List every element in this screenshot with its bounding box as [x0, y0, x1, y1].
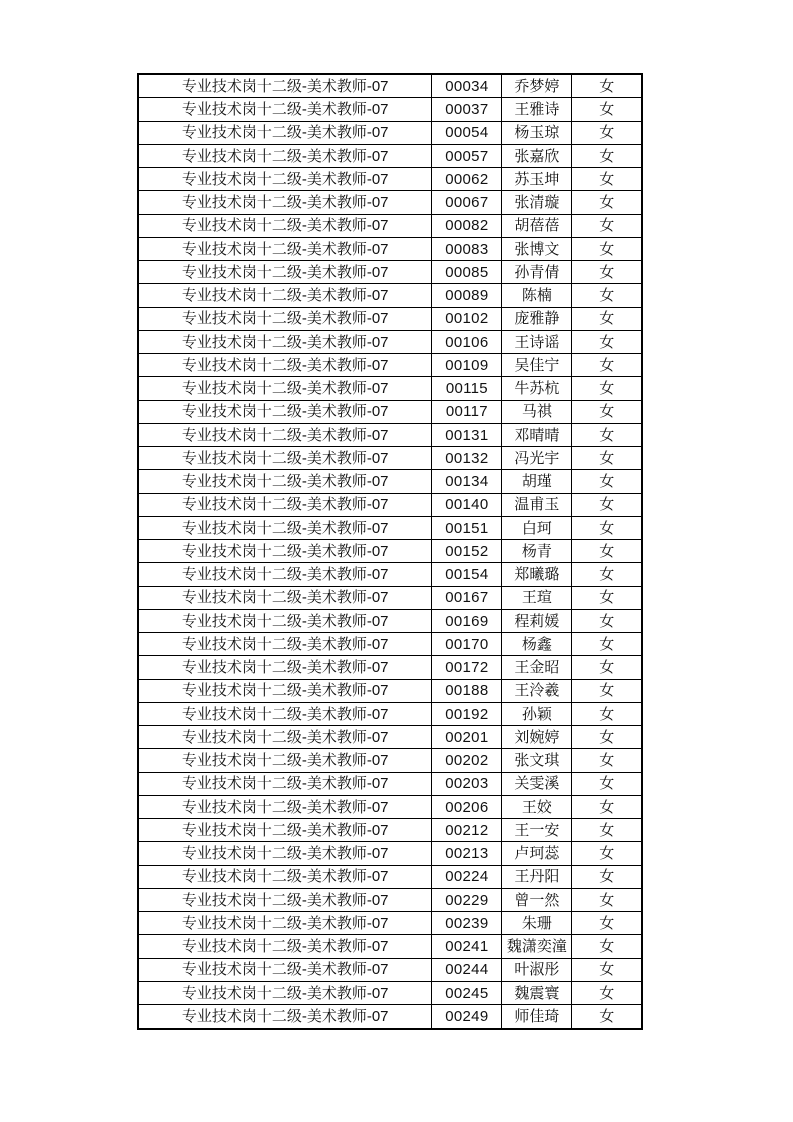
- cell-position: 专业技术岗十二级-美术教师-07: [138, 981, 432, 1004]
- table-row: [138, 912, 642, 935]
- cell-gender: 女: [572, 237, 642, 260]
- cell-gender: 女: [572, 912, 642, 935]
- cell-candidate-number: 00245: [432, 981, 502, 1004]
- cell-gender: 女: [572, 819, 642, 842]
- roster-table-body: [138, 74, 642, 1029]
- table-row: [138, 98, 642, 121]
- table-row: [138, 516, 642, 539]
- cell-candidate-name: 杨鑫: [502, 633, 572, 656]
- table-row: [138, 749, 642, 772]
- cell-candidate-number: 00213: [432, 842, 502, 865]
- cell-position: 专业技术岗十二级-美术教师-07: [138, 98, 432, 121]
- cell-candidate-number: 00082: [432, 214, 502, 237]
- cell-position: 专业技术岗十二级-美术教师-07: [138, 1005, 432, 1029]
- roster-table-container: [137, 73, 643, 1030]
- cell-candidate-name: 郑曦璐: [502, 563, 572, 586]
- cell-candidate-name: 师佳琦: [502, 1005, 572, 1029]
- cell-candidate-name: 吴佳宁: [502, 354, 572, 377]
- cell-gender: 女: [572, 563, 642, 586]
- cell-candidate-number: 00172: [432, 656, 502, 679]
- cell-position: 专业技术岗十二级-美术教师-07: [138, 144, 432, 167]
- cell-candidate-number: 00117: [432, 400, 502, 423]
- cell-candidate-number: 00085: [432, 261, 502, 284]
- cell-candidate-name: 刘婉婷: [502, 726, 572, 749]
- cell-gender: 女: [572, 586, 642, 609]
- cell-gender: 女: [572, 470, 642, 493]
- cell-position: 专业技术岗十二级-美术教师-07: [138, 958, 432, 981]
- cell-candidate-name: 张博文: [502, 237, 572, 260]
- cell-candidate-number: 00239: [432, 912, 502, 935]
- cell-candidate-name: 苏玉坤: [502, 168, 572, 191]
- cell-candidate-number: 00241: [432, 935, 502, 958]
- cell-gender: 女: [572, 981, 642, 1004]
- cell-candidate-name: 程莉媛: [502, 609, 572, 632]
- cell-gender: 女: [572, 633, 642, 656]
- cell-gender: 女: [572, 935, 642, 958]
- cell-candidate-name: 曾一然: [502, 888, 572, 911]
- cell-gender: 女: [572, 540, 642, 563]
- cell-position: 专业技术岗十二级-美术教师-07: [138, 447, 432, 470]
- cell-position: 专业技术岗十二级-美术教师-07: [138, 168, 432, 191]
- cell-gender: 女: [572, 609, 642, 632]
- cell-gender: 女: [572, 842, 642, 865]
- cell-candidate-name: 牛苏杭: [502, 377, 572, 400]
- cell-candidate-number: 00109: [432, 354, 502, 377]
- table-row: [138, 423, 642, 446]
- cell-candidate-number: 00102: [432, 307, 502, 330]
- cell-candidate-name: 叶淑彤: [502, 958, 572, 981]
- cell-gender: 女: [572, 261, 642, 284]
- table-row: [138, 284, 642, 307]
- cell-position: 专业技术岗十二级-美术教师-07: [138, 865, 432, 888]
- table-row: [138, 888, 642, 911]
- cell-position: 专业技术岗十二级-美术教师-07: [138, 586, 432, 609]
- cell-gender: 女: [572, 121, 642, 144]
- cell-position: 专业技术岗十二级-美术教师-07: [138, 772, 432, 795]
- cell-candidate-name: 朱珊: [502, 912, 572, 935]
- cell-position: 专业技术岗十二级-美术教师-07: [138, 261, 432, 284]
- table-row: [138, 168, 642, 191]
- cell-candidate-number: 00167: [432, 586, 502, 609]
- cell-candidate-name: 杨玉琼: [502, 121, 572, 144]
- cell-gender: 女: [572, 656, 642, 679]
- table-row: [138, 656, 642, 679]
- cell-candidate-number: 00152: [432, 540, 502, 563]
- cell-position: 专业技术岗十二级-美术教师-07: [138, 121, 432, 144]
- cell-position: 专业技术岗十二级-美术教师-07: [138, 330, 432, 353]
- cell-gender: 女: [572, 423, 642, 446]
- cell-position: 专业技术岗十二级-美术教师-07: [138, 633, 432, 656]
- table-row: [138, 400, 642, 423]
- table-row: [138, 958, 642, 981]
- cell-position: 专业技术岗十二级-美术教师-07: [138, 377, 432, 400]
- cell-candidate-number: 00244: [432, 958, 502, 981]
- table-row: [138, 726, 642, 749]
- cell-gender: 女: [572, 516, 642, 539]
- table-row: [138, 447, 642, 470]
- cell-candidate-name: 魏潇奕潼: [502, 935, 572, 958]
- cell-gender: 女: [572, 168, 642, 191]
- cell-gender: 女: [572, 795, 642, 818]
- cell-gender: 女: [572, 1005, 642, 1029]
- cell-candidate-number: 00154: [432, 563, 502, 586]
- cell-candidate-name: 温甫玉: [502, 493, 572, 516]
- cell-position: 专业技术岗十二级-美术教师-07: [138, 284, 432, 307]
- table-row: [138, 865, 642, 888]
- cell-candidate-number: 00037: [432, 98, 502, 121]
- cell-candidate-number: 00132: [432, 447, 502, 470]
- table-row: [138, 540, 642, 563]
- cell-position: 专业技术岗十二级-美术教师-07: [138, 912, 432, 935]
- cell-candidate-number: 00134: [432, 470, 502, 493]
- table-row: [138, 633, 642, 656]
- cell-candidate-number: 00206: [432, 795, 502, 818]
- cell-position: 专业技术岗十二级-美术教师-07: [138, 563, 432, 586]
- table-row: [138, 214, 642, 237]
- table-row: [138, 702, 642, 725]
- cell-position: 专业技术岗十二级-美术教师-07: [138, 423, 432, 446]
- cell-gender: 女: [572, 144, 642, 167]
- cell-gender: 女: [572, 493, 642, 516]
- cell-candidate-number: 00057: [432, 144, 502, 167]
- table-row: [138, 74, 642, 98]
- cell-position: 专业技术岗十二级-美术教师-07: [138, 74, 432, 98]
- cell-candidate-name: 冯光宇: [502, 447, 572, 470]
- cell-candidate-name: 王泠羲: [502, 679, 572, 702]
- cell-gender: 女: [572, 726, 642, 749]
- cell-position: 专业技术岗十二级-美术教师-07: [138, 493, 432, 516]
- table-row: [138, 307, 642, 330]
- cell-candidate-number: 00089: [432, 284, 502, 307]
- cell-candidate-name: 庞雅静: [502, 307, 572, 330]
- cell-candidate-name: 陈楠: [502, 284, 572, 307]
- cell-gender: 女: [572, 772, 642, 795]
- table-row: [138, 609, 642, 632]
- table-row: [138, 470, 642, 493]
- table-row: [138, 191, 642, 214]
- cell-candidate-name: 王瑄: [502, 586, 572, 609]
- cell-candidate-name: 王诗谣: [502, 330, 572, 353]
- cell-candidate-number: 00131: [432, 423, 502, 446]
- cell-candidate-name: 白珂: [502, 516, 572, 539]
- cell-candidate-number: 00170: [432, 633, 502, 656]
- cell-position: 专业技术岗十二级-美术教师-07: [138, 656, 432, 679]
- cell-candidate-name: 张清璇: [502, 191, 572, 214]
- cell-candidate-number: 00249: [432, 1005, 502, 1029]
- cell-candidate-name: 孙颖: [502, 702, 572, 725]
- cell-position: 专业技术岗十二级-美术教师-07: [138, 726, 432, 749]
- cell-position: 专业技术岗十二级-美术教师-07: [138, 935, 432, 958]
- cell-gender: 女: [572, 307, 642, 330]
- cell-candidate-number: 00140: [432, 493, 502, 516]
- cell-candidate-number: 00169: [432, 609, 502, 632]
- cell-position: 专业技术岗十二级-美术教师-07: [138, 540, 432, 563]
- table-row: [138, 795, 642, 818]
- cell-candidate-name: 王姣: [502, 795, 572, 818]
- cell-position: 专业技术岗十二级-美术教师-07: [138, 609, 432, 632]
- table-row: [138, 261, 642, 284]
- cell-candidate-number: 00151: [432, 516, 502, 539]
- table-row: [138, 772, 642, 795]
- cell-candidate-name: 魏震寰: [502, 981, 572, 1004]
- cell-gender: 女: [572, 191, 642, 214]
- cell-candidate-number: 00034: [432, 74, 502, 98]
- cell-candidate-number: 00188: [432, 679, 502, 702]
- table-row: [138, 842, 642, 865]
- cell-position: 专业技术岗十二级-美术教师-07: [138, 354, 432, 377]
- cell-candidate-name: 胡蓓蓓: [502, 214, 572, 237]
- cell-position: 专业技术岗十二级-美术教师-07: [138, 214, 432, 237]
- table-row: [138, 679, 642, 702]
- table-row: [138, 493, 642, 516]
- cell-position: 专业技术岗十二级-美术教师-07: [138, 237, 432, 260]
- cell-position: 专业技术岗十二级-美术教师-07: [138, 679, 432, 702]
- cell-candidate-number: 00229: [432, 888, 502, 911]
- cell-gender: 女: [572, 284, 642, 307]
- cell-gender: 女: [572, 958, 642, 981]
- cell-candidate-number: 00106: [432, 330, 502, 353]
- cell-position: 专业技术岗十二级-美术教师-07: [138, 888, 432, 911]
- cell-candidate-name: 马祺: [502, 400, 572, 423]
- cell-candidate-name: 王金昭: [502, 656, 572, 679]
- cell-candidate-number: 00201: [432, 726, 502, 749]
- cell-gender: 女: [572, 702, 642, 725]
- table-row: [138, 935, 642, 958]
- cell-gender: 女: [572, 679, 642, 702]
- table-row: [138, 981, 642, 1004]
- cell-candidate-number: 00054: [432, 121, 502, 144]
- cell-candidate-number: 00202: [432, 749, 502, 772]
- table-row: [138, 377, 642, 400]
- cell-candidate-name: 邓晴晴: [502, 423, 572, 446]
- cell-gender: 女: [572, 214, 642, 237]
- cell-gender: 女: [572, 888, 642, 911]
- cell-candidate-number: 00067: [432, 191, 502, 214]
- cell-gender: 女: [572, 98, 642, 121]
- cell-candidate-number: 00212: [432, 819, 502, 842]
- cell-position: 专业技术岗十二级-美术教师-07: [138, 749, 432, 772]
- roster-table: [137, 73, 643, 1030]
- cell-gender: 女: [572, 400, 642, 423]
- cell-candidate-name: 王丹阳: [502, 865, 572, 888]
- table-row: [138, 121, 642, 144]
- cell-candidate-number: 00192: [432, 702, 502, 725]
- cell-position: 专业技术岗十二级-美术教师-07: [138, 702, 432, 725]
- table-row: [138, 563, 642, 586]
- cell-candidate-number: 00203: [432, 772, 502, 795]
- cell-candidate-name: 胡瑾: [502, 470, 572, 493]
- cell-gender: 女: [572, 74, 642, 98]
- cell-candidate-name: 王雅诗: [502, 98, 572, 121]
- cell-candidate-number: 00115: [432, 377, 502, 400]
- cell-gender: 女: [572, 447, 642, 470]
- cell-candidate-number: 00062: [432, 168, 502, 191]
- cell-position: 专业技术岗十二级-美术教师-07: [138, 516, 432, 539]
- cell-gender: 女: [572, 377, 642, 400]
- table-row: [138, 819, 642, 842]
- cell-position: 专业技术岗十二级-美术教师-07: [138, 819, 432, 842]
- cell-candidate-number: 00224: [432, 865, 502, 888]
- cell-candidate-name: 张嘉欣: [502, 144, 572, 167]
- table-row: [138, 144, 642, 167]
- cell-position: 专业技术岗十二级-美术教师-07: [138, 400, 432, 423]
- cell-candidate-name: 乔梦婷: [502, 74, 572, 98]
- cell-candidate-name: 孙青倩: [502, 261, 572, 284]
- table-row: [138, 1005, 642, 1029]
- table-row: [138, 330, 642, 353]
- cell-position: 专业技术岗十二级-美术教师-07: [138, 470, 432, 493]
- cell-candidate-name: 杨青: [502, 540, 572, 563]
- cell-candidate-number: 00083: [432, 237, 502, 260]
- cell-gender: 女: [572, 330, 642, 353]
- cell-position: 专业技术岗十二级-美术教师-07: [138, 307, 432, 330]
- cell-candidate-name: 关雯溪: [502, 772, 572, 795]
- table-row: [138, 586, 642, 609]
- cell-candidate-name: 张文琪: [502, 749, 572, 772]
- cell-gender: 女: [572, 749, 642, 772]
- cell-gender: 女: [572, 354, 642, 377]
- cell-position: 专业技术岗十二级-美术教师-07: [138, 191, 432, 214]
- cell-gender: 女: [572, 865, 642, 888]
- table-row: [138, 237, 642, 260]
- cell-position: 专业技术岗十二级-美术教师-07: [138, 842, 432, 865]
- table-row: [138, 354, 642, 377]
- cell-candidate-name: 王一安: [502, 819, 572, 842]
- cell-candidate-name: 卢珂蕊: [502, 842, 572, 865]
- cell-position: 专业技术岗十二级-美术教师-07: [138, 795, 432, 818]
